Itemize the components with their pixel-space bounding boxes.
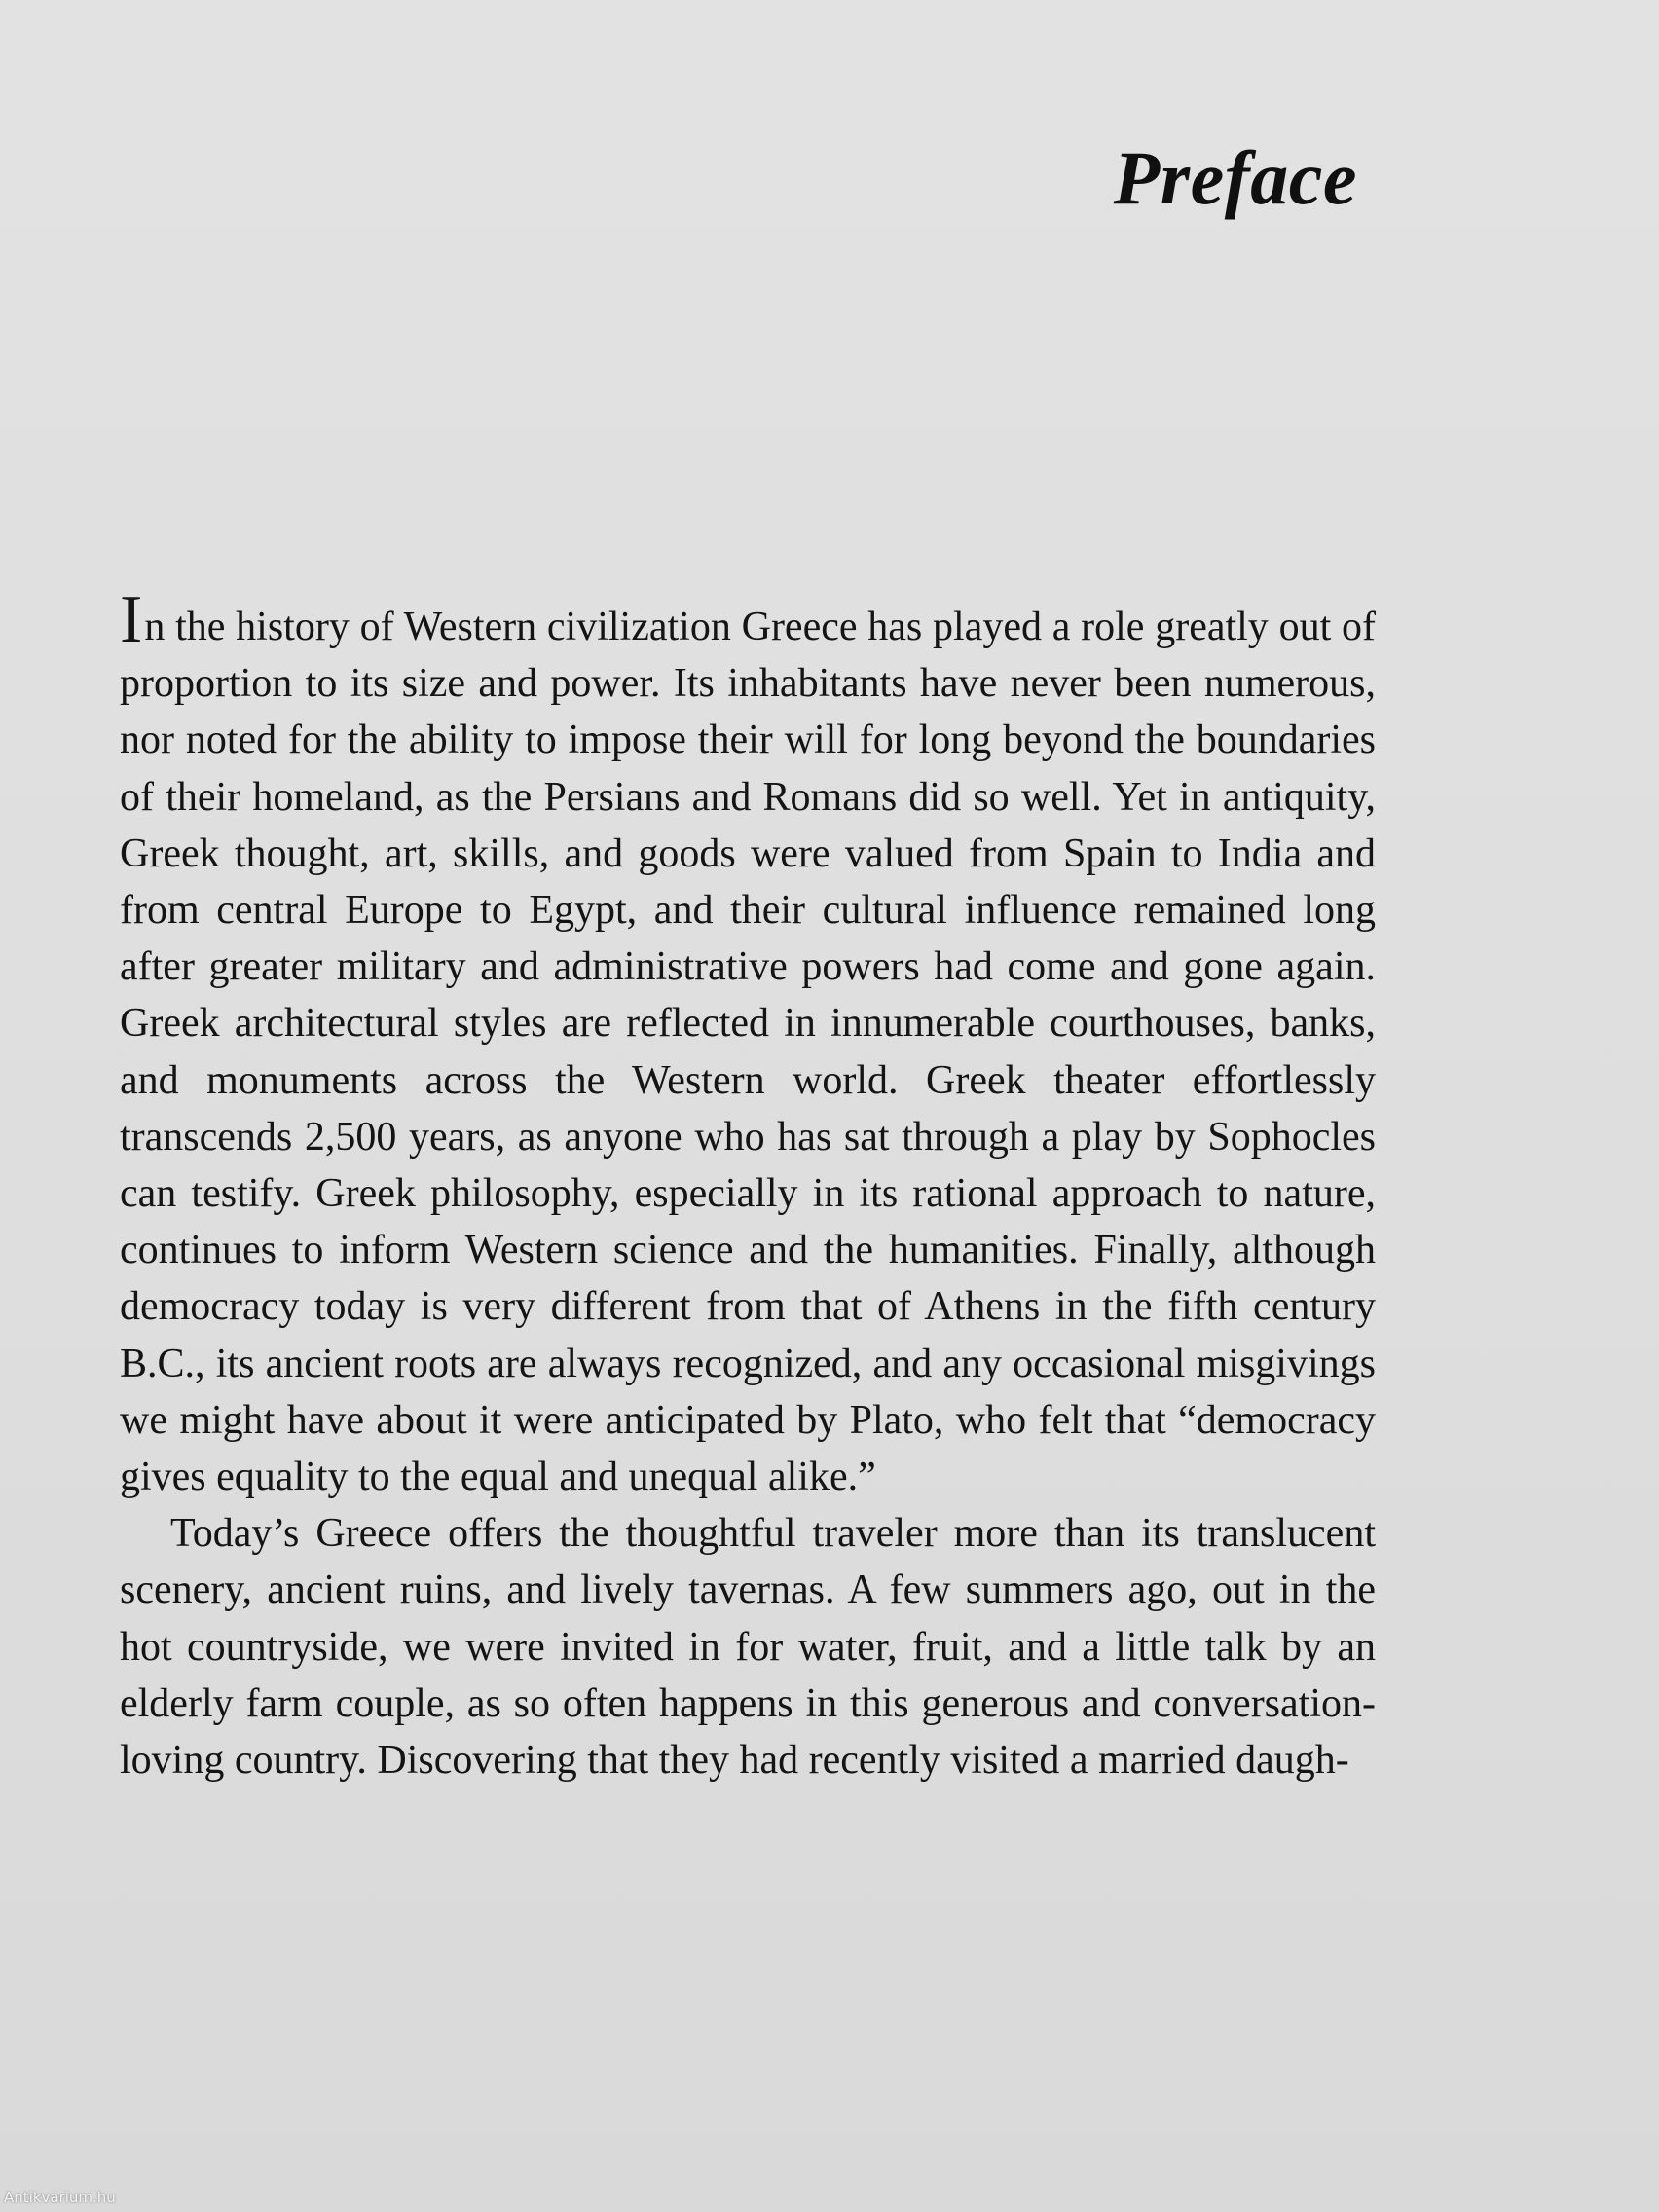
- preface-body: [120, 582, 1376, 1788]
- drop-cap: I: [120, 582, 143, 657]
- paragraph-2: Today’s Greece offers the thoughtful traveler more than its translucent scenery, ancient ruins, and lively tavernas. A few summers ago, out in the hot countryside, we were invited in for water, fruit, and a little talk by an elderly farm couple, as so often happens in this generous and conversation-loving country. Discovering that they had recently visited a married daugh-: [120, 1511, 1376, 1784]
- page-title: Preface: [1113, 135, 1357, 220]
- paragraph-1: [120, 582, 1376, 1505]
- paragraph-1-text: n the history of Western civilization Greece has played a role greatly out of proportion to its size and power. Its inhabitants have never been numerous, nor noted for the ability to impose their will for long beyond the boundaries of their homeland, as the Persians and Romans did so well. Yet in antiquity, Greek thought, art, skills, and goods were valued from Spain to India and from central Europe to Egypt, and their cultural influence remained long after greater military and administrative powers had come and gone again. Greek architectural styles are reflected in innumerable courthouses, banks, and monuments across the Western world. Greek theater effortlessly transcends 2,500 years, as anyone who has sat through a play by Sophocles can testify. Greek philosophy, especially in its rational approach to nature, continues to inform Western science and the humanities. Finally, although democracy today is very different from that of Athens in the fifth century B.C., its ancient roots are always recognized, and any occasional misgivings we might have about it were anticipated by Plato, who felt that “democracy gives equality to the equal and unequal alike.”: [120, 605, 1376, 1500]
- site-watermark: Antikvarium.hu: [4, 2189, 116, 2206]
